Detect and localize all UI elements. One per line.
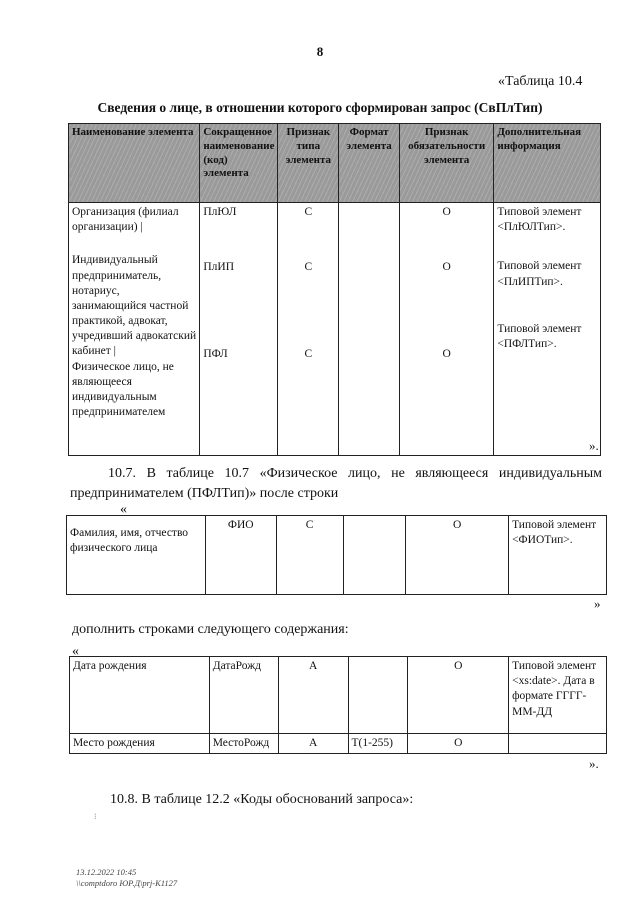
type-cell	[278, 203, 339, 456]
entity-name-ip: Индивидуальный предприниматель, нотариус, занимающийся частной практикой, адвокат, учредивший адвокатский кабинет |	[72, 254, 197, 358]
info-cell	[494, 203, 601, 456]
footer	[76, 867, 177, 888]
fio-required: О	[406, 516, 509, 595]
closing-quote-1: »	[594, 596, 601, 611]
closing-quote-table-10-4: ».	[589, 438, 599, 453]
table-row	[67, 516, 607, 595]
birthplace-code: МестоРожд	[209, 734, 278, 754]
fio-info: Типовой элемент <ФИОТип>.	[509, 516, 607, 595]
table-10-7-new-rows	[69, 656, 607, 754]
table-reference: «Таблица 10.4	[498, 74, 583, 89]
opening-quote-1: «	[120, 502, 127, 517]
header-element-format: Формат элемента	[339, 124, 400, 203]
header-required-flag: Признак обязательности элемента	[399, 124, 493, 203]
closing-quote-2: ».	[589, 756, 599, 771]
birthplace-format: Т(1-255)	[348, 734, 408, 754]
element-name-cell	[69, 203, 200, 456]
code-pfl: ПФЛ	[203, 348, 228, 361]
birthplace-required: О	[408, 734, 509, 754]
code-cell	[200, 203, 278, 456]
birthdate-format	[348, 657, 408, 734]
entity-name-pfl: Физическое лицо, не являющееся индивидуальным предпринимателем	[72, 360, 174, 419]
required-org: О	[442, 206, 451, 218]
type-org: С	[304, 206, 313, 218]
code-org: ПлЮЛ	[203, 206, 237, 218]
birthdate-info: Типовой элемент <xs:date>. Дата в формате ГГГГ-ММ-ДД	[509, 657, 607, 734]
table-10-7-existing-row	[66, 515, 607, 595]
table-row	[70, 657, 607, 734]
paragraph-add-rows: дополнить строками следующего содержания:	[72, 622, 349, 637]
fio-name: Фамилия, имя, отчество физического лица	[67, 516, 206, 595]
paragraph-10-8: 10.8. В таблице 12.2 «Коды обоснований запроса»:	[110, 792, 414, 807]
birthdate-code: ДатаРожд	[209, 657, 278, 734]
header-additional-info: Дополнительная информация	[494, 124, 601, 203]
birthplace-type: А	[278, 734, 348, 754]
page-number: 8	[316, 44, 324, 59]
type-ip: С	[304, 261, 313, 274]
entity-name-org: Организация (филиал организации) |	[72, 206, 179, 234]
type-pfl: С	[304, 348, 313, 361]
birthplace-name: Место рождения	[70, 734, 210, 754]
paragraph-10-7: 10.7. В таблице 10.7 «Физическое лицо, не являющееся индивидуальным предпринимателем (ПФЛТип)» после строки	[70, 466, 602, 502]
main-table	[68, 123, 601, 456]
header-element-type: Признак типа элемента	[278, 124, 339, 203]
footer-timestamp: 13.12.2022 10:45	[76, 867, 137, 877]
scan-mark: ⁝	[94, 812, 97, 821]
info-ip: Типовой элемент <ПлИПТип>.	[497, 260, 582, 288]
info-pfl: Типовой элемент <ПФЛТип>.	[497, 322, 582, 350]
header-row	[69, 124, 601, 203]
birthdate-required: О	[408, 657, 509, 734]
table-title: Сведения о лице, в отношении которого сформирован запрос (СвПлТип)	[97, 100, 543, 115]
footer-doc-id: \\comptdoro ЮР.Д\prj-K1127	[76, 877, 178, 888]
table-row	[70, 734, 607, 754]
code-ip: ПлИП	[203, 261, 234, 274]
birthplace-info	[509, 734, 607, 754]
format-cell	[339, 203, 400, 456]
fio-format	[343, 516, 406, 595]
table-row	[69, 203, 601, 456]
birthdate-type: А	[278, 657, 348, 734]
birthdate-name: Дата рождения	[70, 657, 210, 734]
info-org: Типовой элемент <ПлЮЛТип>.	[497, 206, 582, 234]
required-pfl: О	[442, 348, 451, 361]
required-cell	[399, 203, 493, 456]
fio-type: С	[276, 516, 343, 595]
header-short-code: Сокращенное наименование (код) элемента	[200, 124, 278, 203]
opening-quote-2: «	[72, 644, 79, 659]
required-ip: О	[442, 261, 451, 274]
header-element-name: Наименование элемента	[69, 124, 200, 203]
fio-code: ФИО	[205, 516, 276, 595]
